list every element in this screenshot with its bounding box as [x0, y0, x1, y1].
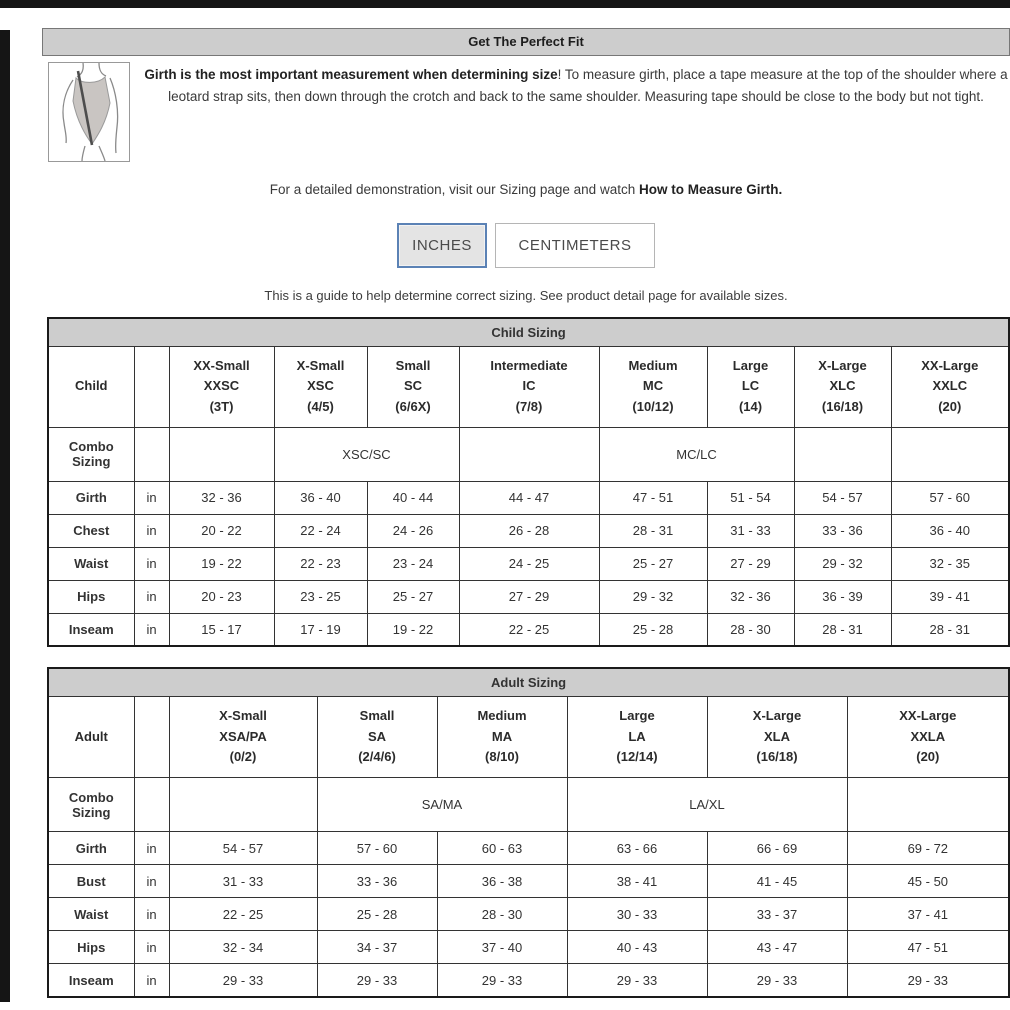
- size-column-header: [459, 346, 599, 427]
- measurement-row: [48, 580, 1009, 613]
- size-column-header: [794, 346, 891, 427]
- unit-cell: in: [134, 580, 169, 613]
- demo-text: For a detailed demonstration, visit our Sizing page and watch: [269, 182, 639, 197]
- leotard-measure-icon: [49, 63, 129, 161]
- combo-size-cell: LA/XL: [567, 778, 847, 832]
- range-value-cell: 28 - 31: [891, 613, 1009, 646]
- size-sizes: (16/18): [821, 399, 864, 415]
- range-value-cell: 45 - 50: [847, 865, 1009, 898]
- combo-size-cell: SA/MA: [317, 778, 567, 832]
- range-value-cell: 47 - 51: [599, 481, 707, 514]
- measurement-label-cell: Inseam: [48, 613, 134, 646]
- range-value-cell: 29 - 33: [169, 964, 317, 997]
- range-value-cell: 22 - 24: [274, 514, 367, 547]
- range-value-cell: 37 - 40: [437, 931, 567, 964]
- range-value-cell: 22 - 23: [274, 547, 367, 580]
- unit-cell: in: [134, 547, 169, 580]
- measurement-label-cell: Bust: [48, 865, 134, 898]
- measurement-row: [48, 514, 1009, 547]
- range-value-cell: 28 - 30: [707, 613, 794, 646]
- girth-intro-section: [42, 62, 1010, 162]
- size-sizes: (4/5): [307, 399, 334, 415]
- range-value-cell: 60 - 63: [437, 832, 567, 865]
- range-value-cell: 31 - 33: [169, 865, 317, 898]
- size-sizes: (14): [738, 399, 763, 415]
- group-label-cell: Adult: [48, 696, 134, 777]
- unit-cell: in: [134, 613, 169, 646]
- size-sizes: (0/2): [229, 749, 257, 765]
- range-value-cell: 19 - 22: [367, 613, 459, 646]
- measurement-label-cell: Girth: [48, 832, 134, 865]
- range-value-cell: 69 - 72: [847, 832, 1009, 865]
- range-value-cell: 39 - 41: [891, 580, 1009, 613]
- range-value-cell: 28 - 31: [794, 613, 891, 646]
- size-column-header: [274, 346, 367, 427]
- range-value-cell: 36 - 38: [437, 865, 567, 898]
- combo-size-cell: MC/LC: [599, 427, 794, 481]
- size-name: Small: [395, 357, 431, 373]
- range-value-cell: 28 - 31: [599, 514, 707, 547]
- range-value-cell: 33 - 37: [707, 898, 847, 931]
- measurement-label-cell: Hips: [48, 931, 134, 964]
- size-name: Intermediate: [490, 357, 568, 373]
- inches-button[interactable]: INCHES: [397, 223, 487, 268]
- measurement-label-cell: Waist: [48, 547, 134, 580]
- range-value-cell: 36 - 39: [794, 580, 891, 613]
- range-value-cell: 36 - 40: [274, 481, 367, 514]
- size-name: Small: [359, 707, 395, 723]
- range-value-cell: 29 - 33: [567, 964, 707, 997]
- combo-unit-cell: [134, 778, 169, 832]
- range-value-cell: 57 - 60: [891, 481, 1009, 514]
- size-name: Large: [732, 357, 769, 373]
- range-value-cell: 22 - 25: [169, 898, 317, 931]
- size-name: X-Large: [818, 357, 867, 373]
- size-sizes: (2/4/6): [358, 749, 396, 765]
- size-code: XLA: [764, 728, 790, 744]
- range-value-cell: 27 - 29: [707, 547, 794, 580]
- combo-label-cell: Combo Sizing: [48, 778, 134, 832]
- size-code: MC: [642, 378, 664, 394]
- size-column-header: [891, 346, 1009, 427]
- range-value-cell: 40 - 43: [567, 931, 707, 964]
- adult-sizing-table-title: Adult Sizing: [48, 668, 1009, 696]
- unit-header-cell: [134, 346, 169, 427]
- combo-empty-cell: [847, 778, 1009, 832]
- range-value-cell: 29 - 33: [707, 964, 847, 997]
- range-value-cell: 37 - 41: [847, 898, 1009, 931]
- size-column-header: [707, 696, 847, 777]
- adult-sizing-table-container: [42, 667, 1010, 997]
- range-value-cell: 32 - 36: [169, 481, 274, 514]
- unit-toggle: [42, 223, 1010, 268]
- unit-cell: in: [134, 964, 169, 997]
- size-column-header: [847, 696, 1009, 777]
- range-value-cell: 22 - 25: [459, 613, 599, 646]
- demo-bold-text: How to Measure Girth.: [638, 182, 783, 197]
- measurement-label-cell: Chest: [48, 514, 134, 547]
- range-value-cell: 33 - 36: [317, 865, 437, 898]
- sizing-page: [42, 28, 1010, 998]
- size-name: Medium: [477, 707, 527, 723]
- range-value-cell: 38 - 41: [567, 865, 707, 898]
- range-value-cell: 23 - 24: [367, 547, 459, 580]
- size-name: X-Small: [296, 357, 345, 373]
- combo-unit-cell: [134, 427, 169, 481]
- range-value-cell: 54 - 57: [794, 481, 891, 514]
- size-column-header: [169, 696, 317, 777]
- adult-sizing-table: [47, 667, 1010, 997]
- range-value-cell: 31 - 33: [707, 514, 794, 547]
- range-value-cell: 25 - 28: [317, 898, 437, 931]
- size-code: XXLC: [932, 378, 968, 394]
- range-value-cell: 33 - 36: [794, 514, 891, 547]
- range-value-cell: 40 - 44: [367, 481, 459, 514]
- range-value-cell: 44 - 47: [459, 481, 599, 514]
- combo-size-cell: XSC/SC: [274, 427, 459, 481]
- girth-instructions-body: ! To measure girth, place a tape measure at the top of the shoulder where a leotard strap sits, then down through the crotch and back to the same shoulder. Measuring tape should be close to the body but not tight.: [168, 67, 1008, 104]
- range-value-cell: 57 - 60: [317, 832, 437, 865]
- size-sizes: (20): [938, 399, 962, 415]
- measurement-label-cell: Inseam: [48, 964, 134, 997]
- range-value-cell: 32 - 35: [891, 547, 1009, 580]
- combo-empty-cell: [169, 778, 317, 832]
- combo-empty-cell: [459, 427, 599, 481]
- range-value-cell: 15 - 17: [169, 613, 274, 646]
- measurement-row: [48, 964, 1009, 997]
- size-sizes: (10/12): [632, 399, 674, 415]
- range-value-cell: 29 - 32: [794, 547, 891, 580]
- measurement-label-cell: Girth: [48, 481, 134, 514]
- combo-label-cell: Combo Sizing: [48, 427, 134, 481]
- demo-sentence: [42, 182, 1010, 197]
- measurement-row: [48, 613, 1009, 646]
- unit-cell: in: [134, 898, 169, 931]
- range-value-cell: 43 - 47: [707, 931, 847, 964]
- unit-cell: in: [134, 931, 169, 964]
- leotard-girth-figure-image: [48, 62, 130, 162]
- size-column-header: [169, 346, 274, 427]
- size-sizes: (16/18): [756, 749, 798, 765]
- range-value-cell: 17 - 19: [274, 613, 367, 646]
- range-value-cell: 41 - 45: [707, 865, 847, 898]
- child-sizing-table-title: Child Sizing: [48, 318, 1009, 346]
- range-value-cell: 66 - 69: [707, 832, 847, 865]
- measurement-row: [48, 898, 1009, 931]
- measurement-row: [48, 931, 1009, 964]
- girth-instructions-lead: Girth is the most important measurement when determining size: [144, 67, 558, 82]
- range-value-cell: 24 - 26: [367, 514, 459, 547]
- measurement-label-cell: Hips: [48, 580, 134, 613]
- range-value-cell: 32 - 36: [707, 580, 794, 613]
- page-title: Get The Perfect Fit: [42, 28, 1010, 56]
- range-value-cell: 54 - 57: [169, 832, 317, 865]
- child-sizing-table: [47, 317, 1010, 647]
- range-value-cell: 28 - 30: [437, 898, 567, 931]
- measurement-row: [48, 865, 1009, 898]
- range-value-cell: 27 - 29: [459, 580, 599, 613]
- range-value-cell: 23 - 25: [274, 580, 367, 613]
- size-code: XXSC: [203, 378, 240, 394]
- unit-cell: in: [134, 832, 169, 865]
- size-name: Large: [619, 707, 655, 723]
- range-value-cell: 34 - 37: [317, 931, 437, 964]
- size-column-header: [567, 696, 707, 777]
- size-code: SC: [403, 378, 423, 394]
- size-code: XSA/PA: [219, 728, 267, 744]
- size-code: SA: [367, 728, 387, 744]
- measurement-row: [48, 832, 1009, 865]
- unit-cell: in: [134, 865, 169, 898]
- range-value-cell: 20 - 22: [169, 514, 274, 547]
- range-value-cell: 25 - 27: [367, 580, 459, 613]
- unit-cell: in: [134, 481, 169, 514]
- range-value-cell: 20 - 23: [169, 580, 274, 613]
- measurement-row: [48, 547, 1009, 580]
- range-value-cell: 29 - 33: [847, 964, 1009, 997]
- range-value-cell: 19 - 22: [169, 547, 274, 580]
- range-value-cell: 29 - 32: [599, 580, 707, 613]
- girth-instructions: [130, 62, 1010, 162]
- size-column-header: [599, 346, 707, 427]
- group-label-cell: Child: [48, 346, 134, 427]
- range-value-cell: 24 - 25: [459, 547, 599, 580]
- size-sizes: (6/6X): [395, 399, 431, 415]
- size-column-header: [317, 696, 437, 777]
- size-column-header: [437, 696, 567, 777]
- size-name: XX-Small: [193, 357, 250, 373]
- range-value-cell: 29 - 33: [437, 964, 567, 997]
- size-name: XX-Large: [921, 357, 979, 373]
- size-sizes: (12/14): [616, 749, 658, 765]
- child-sizing-table-container: [42, 317, 1010, 647]
- window-top-edge: [0, 0, 1010, 8]
- size-column-header: [367, 346, 459, 427]
- range-value-cell: 63 - 66: [567, 832, 707, 865]
- unit-header-cell: [134, 696, 169, 777]
- combo-empty-cell: [794, 427, 891, 481]
- sizing-guide-note: This is a guide to help determine correct sizing. See product detail page for available sizes.: [264, 288, 788, 303]
- size-name: XX-Large: [899, 707, 957, 723]
- size-sizes: (3T): [209, 399, 234, 415]
- range-value-cell: 29 - 33: [317, 964, 437, 997]
- combo-empty-cell: [891, 427, 1009, 481]
- range-value-cell: 51 - 54: [707, 481, 794, 514]
- centimeters-button[interactable]: CENTIMETERS: [495, 223, 655, 268]
- size-sizes: (8/10): [485, 749, 519, 765]
- measurement-row: [48, 481, 1009, 514]
- size-code: XLC: [829, 378, 856, 394]
- size-name: X-Small: [219, 707, 267, 723]
- size-code: MA: [491, 728, 513, 744]
- range-value-cell: 36 - 40: [891, 514, 1009, 547]
- range-value-cell: 30 - 33: [567, 898, 707, 931]
- measurement-label-cell: Waist: [48, 898, 134, 931]
- size-code: XSC: [307, 378, 334, 394]
- range-value-cell: 25 - 28: [599, 613, 707, 646]
- size-code: LA: [628, 728, 646, 744]
- range-value-cell: 25 - 27: [599, 547, 707, 580]
- size-code: IC: [522, 378, 536, 394]
- size-sizes: (20): [916, 749, 940, 765]
- size-code: XXLA: [910, 728, 946, 744]
- size-name: X-Large: [752, 707, 802, 723]
- size-sizes: (7/8): [515, 399, 543, 415]
- unit-cell: in: [134, 514, 169, 547]
- range-value-cell: 47 - 51: [847, 931, 1009, 964]
- range-value-cell: 26 - 28: [459, 514, 599, 547]
- size-column-header: [707, 346, 794, 427]
- combo-empty-cell: [169, 427, 274, 481]
- window-left-edge: [0, 30, 10, 1002]
- size-code: LC: [741, 378, 760, 394]
- range-value-cell: 32 - 34: [169, 931, 317, 964]
- size-name: Medium: [628, 357, 678, 373]
